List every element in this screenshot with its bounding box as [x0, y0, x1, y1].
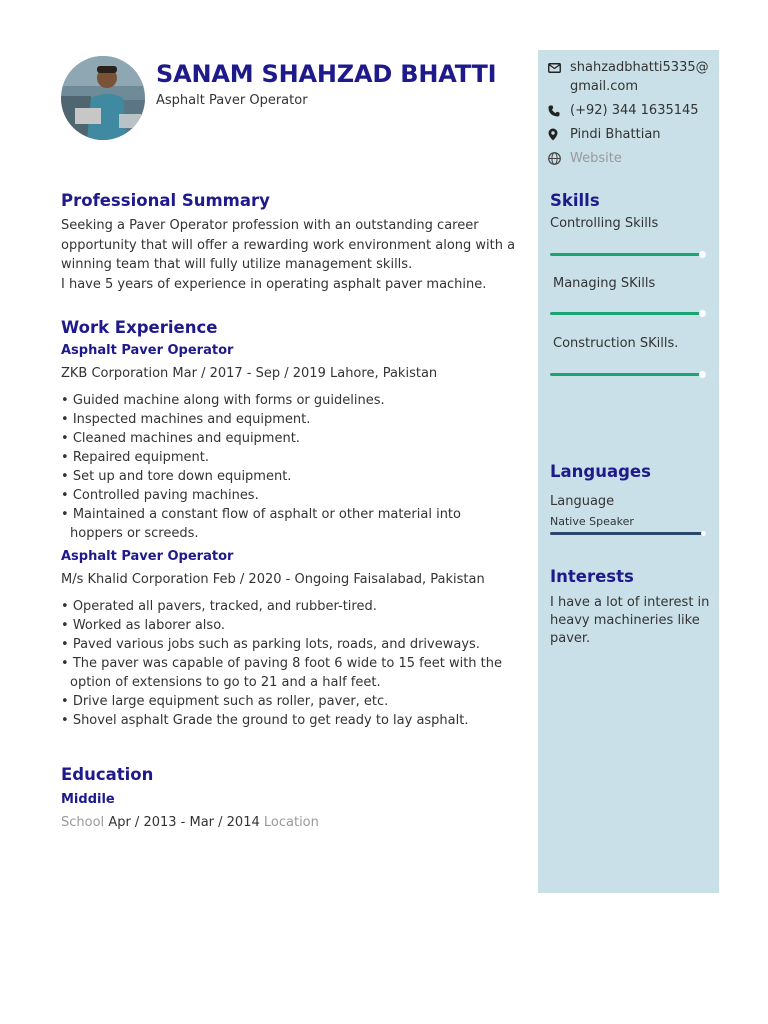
skill-item [550, 336, 706, 376]
resume-sidebar [538, 50, 719, 893]
interests-section [550, 567, 710, 648]
list-item: • Shovel asphalt Grade the ground to get ready to lay asphalt. [61, 711, 516, 730]
summary-section [61, 191, 516, 294]
skill-level-fill [550, 253, 706, 256]
language-level-knob [701, 531, 706, 536]
skill-item [550, 216, 706, 256]
work-heading: Work Experience [61, 318, 218, 337]
list-item: • Operated all pavers, tracked, and rubber-tired. [61, 597, 516, 616]
list-item: • Repaired equipment. [61, 448, 516, 467]
job-meta: ZKB Corporation Mar / 2017 - Sep / 2019 Lahore, Pakistan [61, 366, 438, 381]
language-level-bar [550, 532, 706, 535]
language-level-text: Native Speaker [550, 515, 634, 528]
contact-location [548, 125, 713, 144]
school-name: School [61, 815, 105, 830]
contact-website [548, 149, 713, 168]
profile-photo [61, 56, 145, 140]
person-photo-icon [61, 56, 145, 140]
education-heading: Education [61, 765, 154, 784]
summary-paragraph: Seeking a Paver Operator profession with an outstanding career opportunity that will offer a rewarding work environment along with a winning team that will fully utilize management skills. [61, 218, 516, 272]
skills-section [550, 191, 706, 376]
envelope-icon [548, 58, 570, 77]
language-level-fill [550, 532, 706, 535]
job-entry [61, 343, 516, 543]
skill-level-bar [550, 312, 706, 315]
education-meta [61, 815, 516, 830]
phone-number[interactable]: (+92) 344 1635145 [570, 103, 699, 118]
candidate-title: Asphalt Paver Operator [156, 93, 308, 108]
skill-level-knob [699, 371, 706, 378]
city-name: Pindi Bhattian [570, 127, 661, 142]
skill-level-knob [699, 310, 706, 317]
summary-experience: I have 5 years of experience in operating asphalt paver machine. [61, 276, 487, 292]
skill-level-bar [550, 373, 706, 376]
skill-label: Managing SKills [553, 276, 656, 291]
list-item: • Maintained a constant flow of asphalt or other material into hoppers or screeds. [61, 505, 516, 543]
phone-icon [548, 101, 570, 120]
job-title: Asphalt Paver Operator [61, 343, 234, 358]
job-entry [61, 549, 516, 730]
list-item: • Cleaned machines and equipment. [61, 429, 516, 448]
list-item: • Paved various jobs such as parking lots, roads, and driveways. [61, 635, 516, 654]
summary-heading: Professional Summary [61, 191, 270, 210]
list-item: • Set up and tore down equipment. [61, 467, 516, 486]
skill-level-knob [699, 251, 706, 258]
contact-block [548, 58, 713, 173]
list-item: • Guided machine along with forms or guidelines. [61, 391, 516, 410]
list-item: • Worked as laborer also. [61, 616, 516, 635]
job-duties [61, 391, 516, 543]
skill-label: Construction SKills. [553, 336, 679, 351]
resume-header [61, 56, 516, 151]
skill-item [550, 276, 706, 315]
interests-heading: Interests [550, 567, 634, 586]
candidate-name: SANAM SHAHZAD BHATTI [156, 60, 497, 88]
list-item: • Inspected machines and equipment. [61, 410, 516, 429]
list-item: • Controlled paving machines. [61, 486, 516, 505]
contact-phone [548, 101, 713, 120]
skill-level-fill [550, 373, 706, 376]
degree-title: Middile [61, 792, 115, 807]
globe-icon [548, 149, 570, 168]
education-section [61, 765, 516, 830]
job-title: Asphalt Paver Operator [61, 549, 234, 564]
skills-heading: Skills [550, 191, 600, 210]
contact-email [548, 58, 713, 96]
work-section [61, 318, 516, 730]
skill-label: Controlling Skills [550, 216, 659, 231]
map-pin-icon [548, 125, 570, 144]
summary-text [61, 216, 516, 294]
email-link[interactable]: shahzadbhatti5335@gmail.com [570, 60, 709, 94]
interests-text: I have a lot of interest in heavy machineries like paver. [550, 595, 710, 646]
skill-level-fill [550, 312, 706, 315]
list-item: • Drive large equipment such as roller, paver, etc. [61, 692, 516, 711]
list-item: • The paver was capable of paving 8 foot 6 wide to 15 feet with the option of extensions to go to 21 and a half feet. [61, 654, 516, 692]
education-dates: Apr / 2013 - Mar / 2014 [108, 815, 260, 830]
resume-main [61, 56, 516, 151]
website-link[interactable]: Website [570, 151, 622, 166]
skill-level-bar [550, 253, 706, 256]
job-meta: M/s Khalid Corporation Feb / 2020 - Ongoing Faisalabad, Pakistan [61, 572, 485, 587]
language-name: Language [550, 494, 615, 509]
languages-section [550, 462, 706, 535]
education-location: Location [263, 815, 319, 830]
languages-heading: Languages [550, 462, 651, 481]
job-duties [61, 597, 516, 730]
